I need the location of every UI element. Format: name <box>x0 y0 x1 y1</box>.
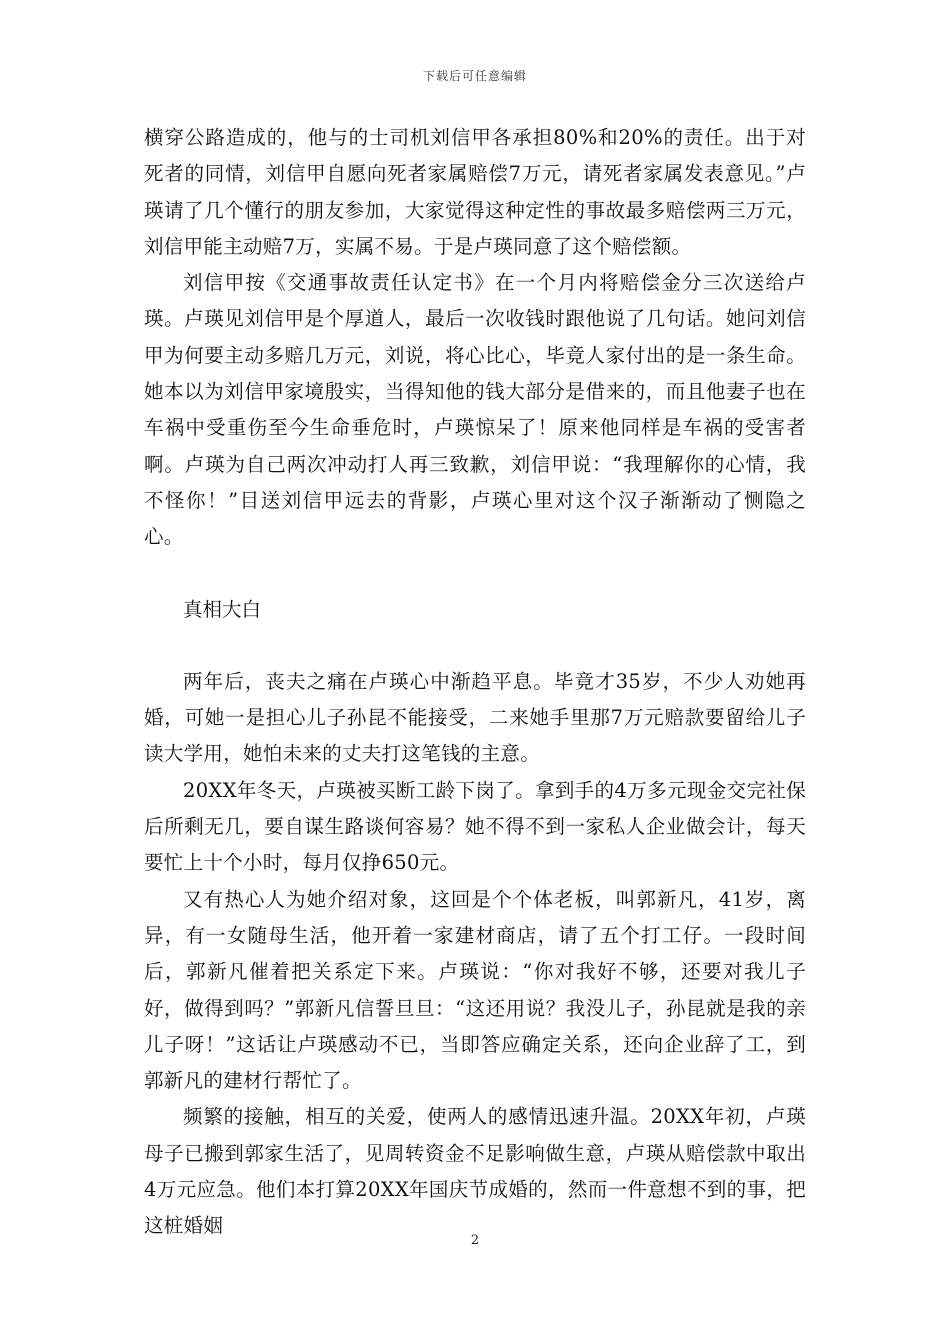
page-number: 2 <box>470 1233 480 1248</box>
paragraph-5: 又有热心人为她介绍对象，这回是个个体老板，叫郭新凡，41岁，离异，有一女随母生活，他开着一家建材商店，请了五个打工仔。一段时间后，郭新凡催着把关系定下来。卢瑛说：“你对我好不够，还要对我儿子好，做得到吗？”郭新凡信誓旦旦：“这还用说？我没儿子，孙昆就是我的亲儿子呀！”这话让卢瑛感动不已，当即答应确定关系，还向企业辞了工，到郭新凡的建材行帮忙了。 <box>144 887 806 1093</box>
section-heading: 真相大白 <box>183 597 262 621</box>
paragraph-3: 两年后，丧夫之痛在卢瑛心中渐趋平息。毕竟才35岁，不少人劝她再婚，可她一是担心儿子孙昆不能接受，二来她手里那7万元赔款要留给儿子读大学用，她怕未来的丈夫打这笔钱的主意。 <box>144 669 806 766</box>
blank-line <box>144 556 806 592</box>
paragraph-2: 刘信甲按《交通事故责任认定书》在一个月内将赔偿金分三次送给卢瑛。卢瑛见刘信甲是个厚道人，最后一次收钱时跟他说了几句话。她问刘信甲为何要主动多赔几万元，刘说，将心比心，毕竟人家付出的是一条生命。她本以为刘信甲家境殷实，当得知他的钱大部分是借来的，而且他妻子也在车祸中受重伤至今生命垂危时，卢瑛惊呆了！原来他同样是车祸的受害者啊。卢瑛为自己两次冲动打人再三致歉，刘信甲说：“我理解你的心情，我不怪你！”目送刘信甲远去的背影，卢瑛心里对这个汉子渐渐动了恻隐之心。 <box>144 271 806 549</box>
paragraph-6: 频繁的接触，相互的关爱，使两人的感情迅速升温。20XX年初，卢瑛母子已搬到郭家生活了，见周转资金不足影响做生意，卢瑛从赔偿款中取出4万元应急。他们本打算20XX年国庆节成婚的，然而一件意想不到的事，把这桩婚姻 <box>144 1105 806 1238</box>
paragraph-1: 横穿公路造成的，他与的士司机刘信甲各承担80%和20%的责任。出于对死者的同情，刘信甲自愿向死者家属赔偿7万元，请死者家属发表意见。”卢瑛请了几个懂行的朋友参加，大家觉得这种定性的事故最多赔偿两三万元，刘信甲能主动赔7万，实属不易。于是卢瑛同意了这个赔偿额。 <box>144 126 806 258</box>
blank-line <box>144 628 806 664</box>
page-header: 下载后可任意编辑 <box>422 69 527 83</box>
paragraph-4: 20XX年冬天，卢瑛被买断工龄下岗了。拿到手的4万多元现金交完社保后所剩无几，要自谋生路谈何容易？她不得不到一家私人企业做会计，每天要忙上十个小时，每月仅挣650元。 <box>144 778 806 875</box>
document-body <box>144 120 806 1245</box>
